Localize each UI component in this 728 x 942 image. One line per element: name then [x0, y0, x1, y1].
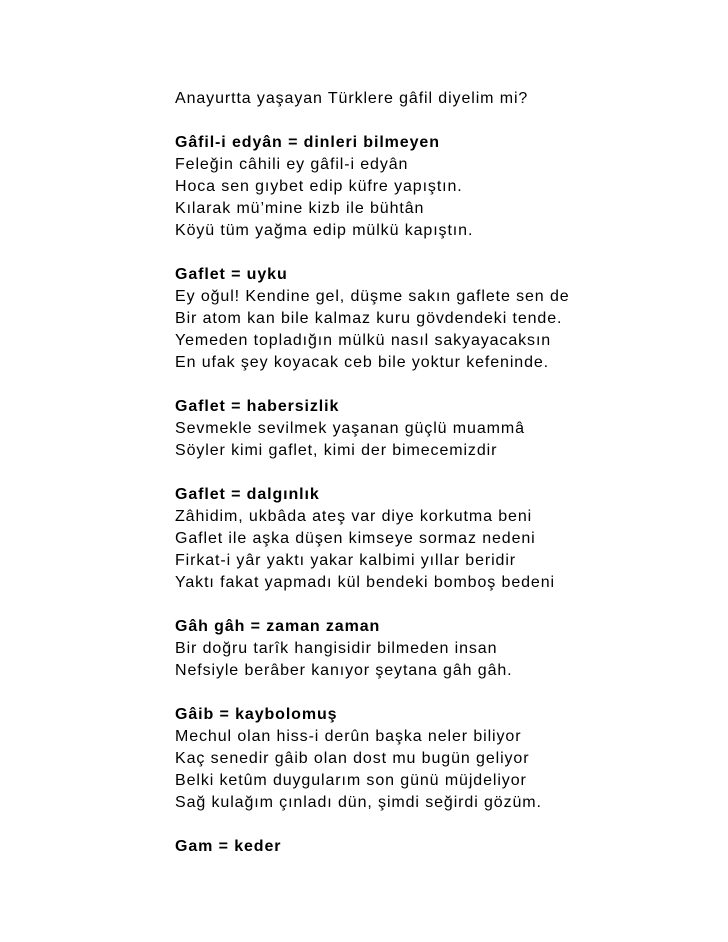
- entry-gaflet-uyku: [175, 264, 695, 374]
- verse-line: Feleğin câhili ey gâfil-i edyân: [175, 156, 409, 173]
- entry-gaflet-habersizlik: [175, 396, 695, 462]
- entry-heading: Gâfil-i edyân = dinleri bilmeyen: [175, 134, 440, 151]
- entry-heading: Gaflet = uyku: [175, 266, 288, 283]
- verse-line: En ufak şey koyacak ceb bile yoktur kefeninde.: [175, 354, 550, 371]
- entry-heading: Gaflet = dalgınlık: [175, 486, 320, 503]
- verse-line: Sevmekle sevilmek yaşanan güçlü muammâ: [175, 420, 525, 437]
- entry-gam: [175, 836, 695, 858]
- verse-line: Köyü tüm yağma edip mülkü kapıştın.: [175, 222, 474, 239]
- verse-line: Bir doğru tarîk hangisidir bilmeden insan: [175, 640, 498, 657]
- verse-line: Kaç senedir gâib olan dost mu bugün geliyor: [175, 750, 530, 767]
- verse-line: Nefsiyle berâber kanıyor şeytana gâh gâh.: [175, 662, 513, 679]
- verse-line: Zâhidim, ukbâda ateş var diye korkutma beni: [175, 508, 533, 525]
- entry-gaflet-dalginlik: [175, 484, 695, 594]
- verse-line: Yemeden topladığın mülkü nasıl sakyayacaksın: [175, 332, 552, 349]
- verse-line: Yaktı fakat yapmadı kül bendeki bomboş bedeni: [175, 574, 555, 591]
- verse-line: Hoca sen gıybet edip küfre yapıştın.: [175, 178, 463, 195]
- entry-gafil-i-edyan: [175, 132, 695, 242]
- verse-line: Sağ kulağım çınladı dün, şimdi seğirdi gözüm.: [175, 794, 542, 811]
- verse-line: Belki ketûm duygularım son günü müjdeliyor: [175, 772, 527, 789]
- entry-heading: Gaflet = habersizlik: [175, 398, 340, 415]
- verse-line: Firkat-i yâr yaktı yakar kalbimi yıllar beridir: [175, 552, 517, 569]
- entry-heading: Gâib = kaybolomuş: [175, 706, 338, 723]
- verse-line: Bir atom kan bile kalmaz kuru gövdendeki tende.: [175, 310, 563, 327]
- verse-line: Kılarak mü’mine kizb ile bühtân: [175, 200, 425, 217]
- verse-line: Söyler kimi gaflet, kimi der bimecemizdir: [175, 442, 498, 459]
- verse-line: Ey oğul! Kendine gel, düşme sakın gaflete sen de: [175, 288, 570, 305]
- verse-line: Mechul olan hiss-i derûn başka neler biliyor: [175, 728, 522, 745]
- verse-line: Gaflet ile aşka düşen kimseye sormaz nedeni: [175, 530, 536, 547]
- entry-gah-gah: [175, 616, 695, 682]
- entry-heading: Gâh gâh = zaman zaman: [175, 618, 381, 635]
- intro-line: Anayurtta yaşayan Türklere gâfil diyelim mi?: [175, 90, 529, 107]
- entry-heading: Gam = keder: [175, 838, 282, 855]
- document-page: [175, 88, 695, 880]
- entry-gaib: [175, 704, 695, 814]
